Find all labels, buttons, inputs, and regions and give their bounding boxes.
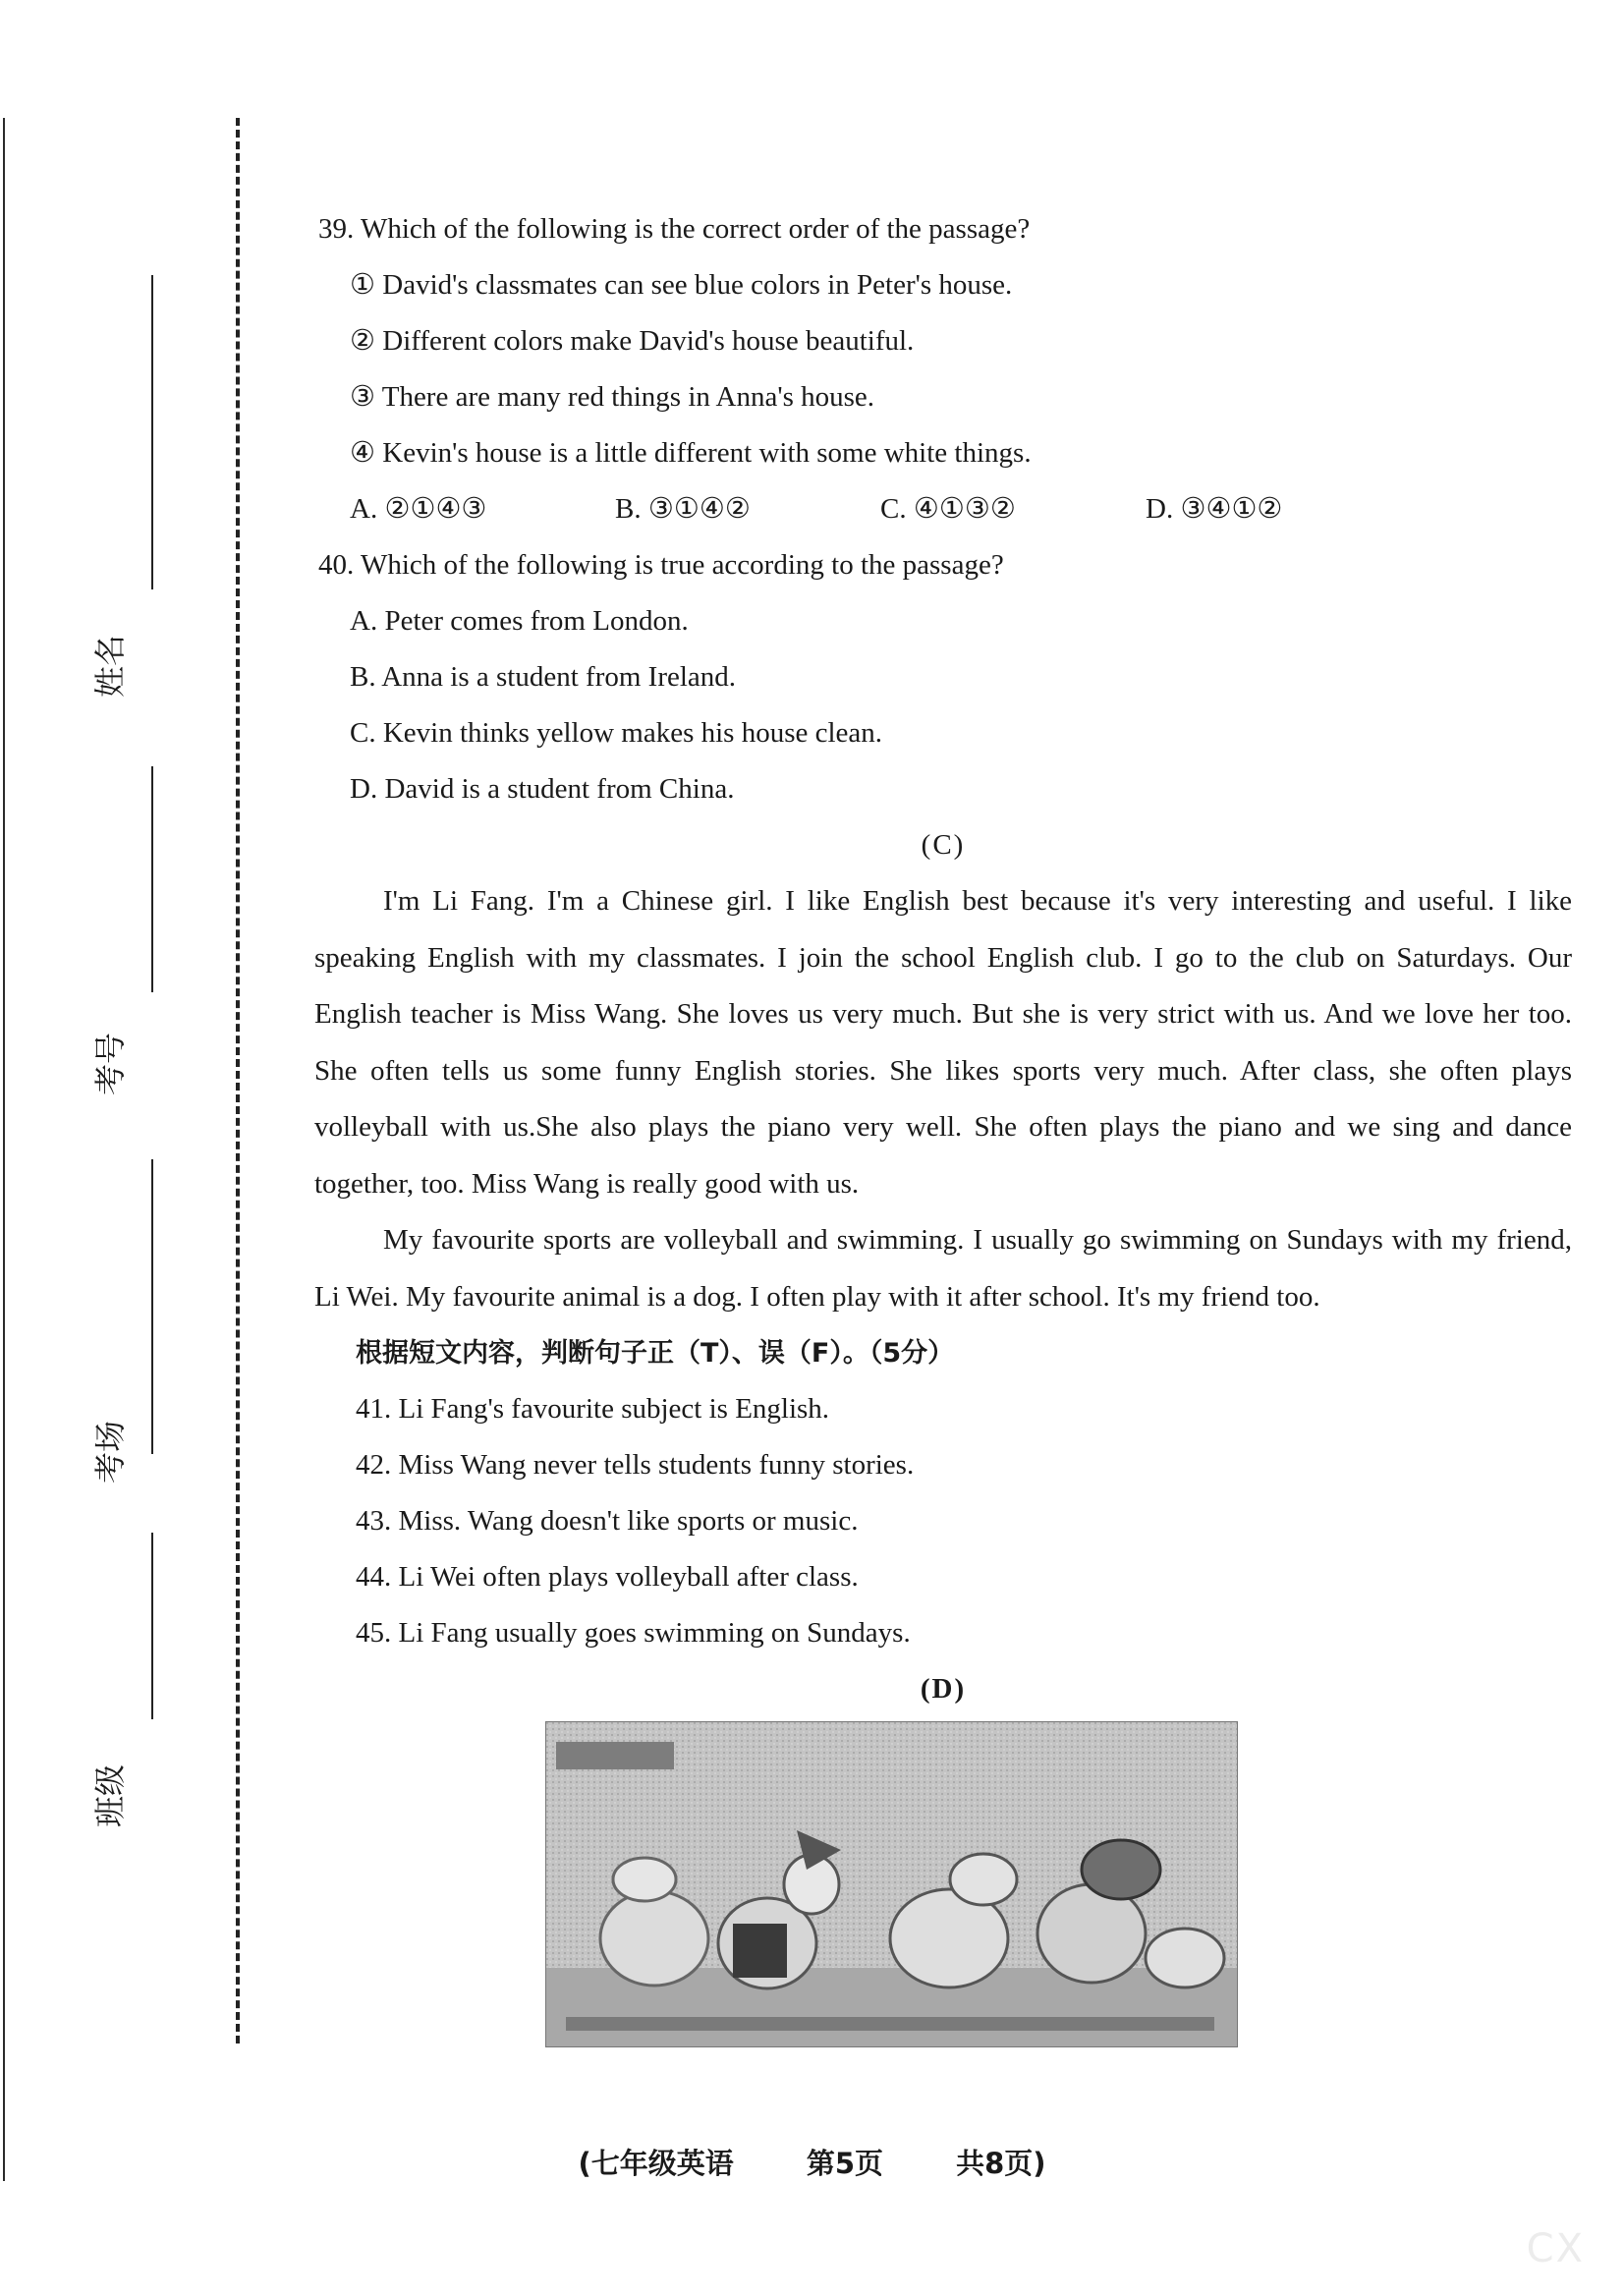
question-39-item: ② Different colors make David's house beautiful. [350,325,915,357]
exam-room-field-line [151,1533,153,1719]
choice-d: D. ③④①② [1146,493,1283,525]
left-page-edge [3,118,5,2181]
name-field-label: 姓名 [91,634,129,698]
passage-c-paragraph-1: I'm Li Fang. I'm a Chinese girl. I like English best because it's very interesting and useful. I like speaking English with my classmates. I join the school English club. I go to the club on Saturdays. Our English teacher is Miss Wang. She loves us very much. But she is very strict with us. And we love her too. She often tells us some funny English stories. She likes sports very much. After class, she often plays volleyball with us.She also plays the piano very well. She often plays the piano and we sing and dance together, too. Miss Wang is really good with us. [314,885,1572,1200]
name-field-line-lower [151,766,153,992]
question-39-item: ④ Kevin's house is a little different with some white things. [350,437,1032,469]
choice-a: A. ②①④③ [350,493,487,525]
question-40-option: D. David is a student from China. [350,773,735,805]
question-39-item: ③ There are many red things in Anna's house. [350,381,875,413]
true-false-instruction: 根据短文内容，判断句子正（T）、误（F）。（5分） [356,1338,955,1369]
question-39-choices [350,481,1572,537]
question-40-option: C. Kevin thinks yellow makes his house clean. [350,717,883,749]
question-39-stem: 39. Which of the following is the correct order of the passage? [318,213,1031,245]
choice-c: C. ④①③② [880,493,1016,525]
question-40-stem: 40. Which of the following is true according to the passage? [318,549,1004,581]
statement-44: 44. Li Wei often plays volleyball after class. [356,1561,859,1593]
exam-id-field-label: 考号 [91,1032,129,1095]
question-39-item: ① David's classmates can see blue colors in Peter's house. [350,269,1013,301]
class-field-label: 班级 [91,1763,129,1827]
question-40-option: A. Peter comes from London. [350,605,689,637]
statement-41: 41. Li Fang's favourite subject is English. [356,1393,830,1425]
section-d-title: (D) [920,1673,967,1705]
footer-page-number: 第5页 [806,2147,883,2180]
exam-id-field-line [151,1159,153,1454]
statement-43: 43. Miss. Wang doesn't like sports or music. [356,1505,859,1537]
page-footer [0,2142,1624,2182]
binding-dashed-line [236,118,240,2043]
question-content [314,201,1572,1717]
passage-c-paragraph-2: My favourite sports are volleyball and swimming. I usually go swimming on Sundays with my friend, Li Wei. My favourite animal is a dog. I often play with it after school. It's my friend too. [314,1224,1572,1313]
choice-b: B. ③①④② [615,493,751,525]
name-field-line [151,275,153,589]
cartoon-illustration [545,1721,1238,2047]
statement-45: 45. Li Fang usually goes swimming on Sundays. [356,1617,911,1649]
footer-total-pages: 共8页) [956,2147,1046,2180]
statement-42: 42. Miss Wang never tells students funny stories. [356,1449,915,1481]
section-c-title: (C) [921,829,966,861]
question-40-option: B. Anna is a student from Ireland. [350,661,737,693]
exam-room-field-label: 考场 [91,1420,129,1483]
watermark: CX [1526,2226,1585,2271]
cartoon-characters-image [546,1722,1237,2046]
footer-subject: (七年级英语 [578,2147,734,2180]
